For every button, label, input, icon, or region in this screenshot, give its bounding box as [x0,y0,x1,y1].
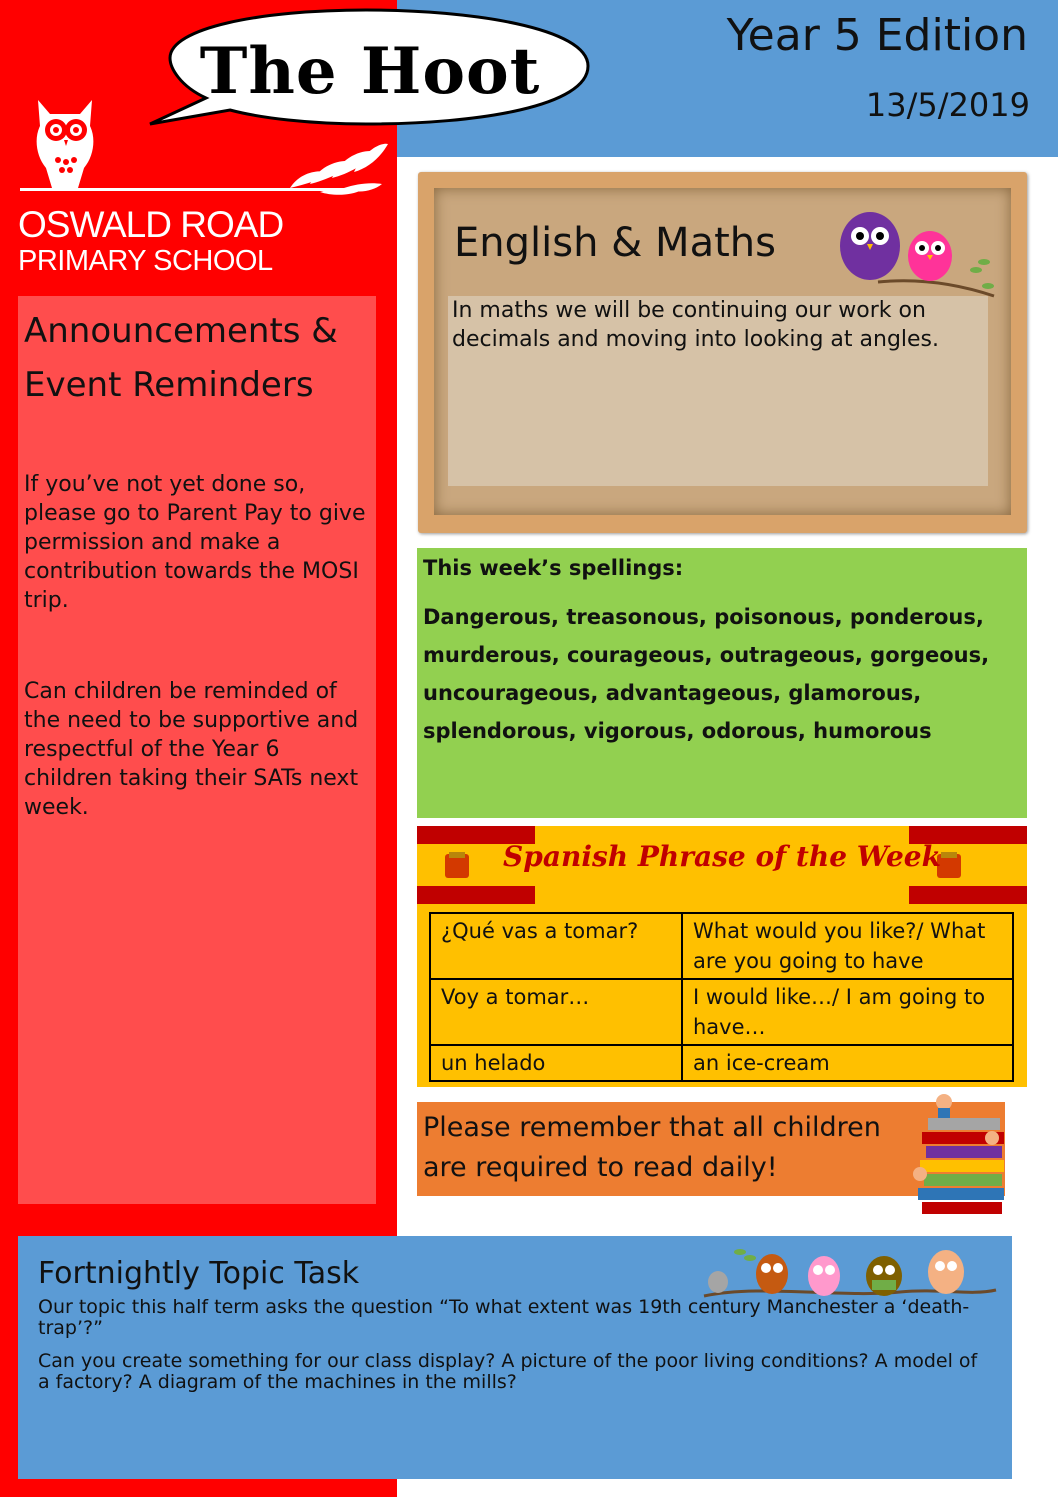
school-name-line1: OSWALD ROAD [18,204,284,245]
spellings-line: splendorous, vigorous, odorous, humorous [423,719,932,743]
spanish-title: Spanish Phrase of the Week [503,840,941,873]
announcements-title-line2: Event Reminders [24,365,314,405]
english-translation-cell: What would you like?/ What are you going to have [682,913,1013,979]
school-name-line2: PRIMARY SCHOOL [18,245,273,277]
issue-date: 13/5/2019 [865,86,1030,124]
owl-logo-icon [20,92,390,212]
newsletter-title: The Hoot [199,34,541,109]
spellings-title: This week’s spellings: [423,556,684,580]
edition-label: Year 5 Edition [726,10,1028,61]
english-translation-cell: an ice-cream [682,1045,1013,1081]
english-translation-cell: I would like…/ I am going to have… [682,979,1013,1045]
announcements-panel [18,296,376,1204]
spellings-list [423,598,1021,750]
spellings-panel [417,548,1027,818]
spellings-line: murderous, courageous, outrageous, gorgeous, [423,643,990,667]
topic-paragraph: Can you create something for our class display? A picture of the poor living conditions? A model of a factory? A diagram of the machines in the mills? [38,1350,978,1393]
school-name [18,206,283,276]
spellings-line: Dangerous, treasonous, poisonous, ponderous, [423,605,984,629]
book-stack-icon [908,1088,1018,1218]
english-maths-text: In maths we will be continuing our work on decimals and moving into looking at angles. [448,296,988,486]
topic-task-title: Fortnightly Topic Task [38,1256,360,1291]
spanish-phrase-cell: un helado [430,1045,682,1081]
spanish-phrases-table [429,912,1014,1082]
owls-row-icon [700,1244,1000,1308]
announcement-paragraph: Can children be reminded of the need to be supportive and respectful of the Year 6 children taking their SATs next week. [24,679,359,820]
reading-reminder-line1: Please remember that all children [423,1112,881,1143]
owls-on-branch-icon [838,200,998,300]
spanish-phrases-panel [417,904,1027,1087]
reading-reminder-line2: are required to read daily! [423,1152,778,1183]
table-row [430,913,1013,979]
announcements-title [24,304,370,412]
announcement-paragraph: If you’ve not yet done so, please go to Parent Pay to give permission and make a contribution towards the MOSI trip. [24,472,366,613]
english-maths-title: English & Maths [454,220,776,266]
topic-paragraph: Our topic this half term asks the question “To what extent was 19th century Manchester a ‘death-trap’?” [38,1296,970,1339]
announcements-title-line1: Announcements & [24,311,338,351]
table-row [430,979,1013,1045]
english-maths-corkboard [418,172,1027,533]
table-row [430,1045,1013,1081]
spanish-phrase-cell: Voy a tomar… [430,979,682,1045]
spanish-phrase-cell: ¿Qué vas a tomar? [430,913,682,979]
spellings-line: uncourageous, advantageous, glamorous, [423,681,922,705]
